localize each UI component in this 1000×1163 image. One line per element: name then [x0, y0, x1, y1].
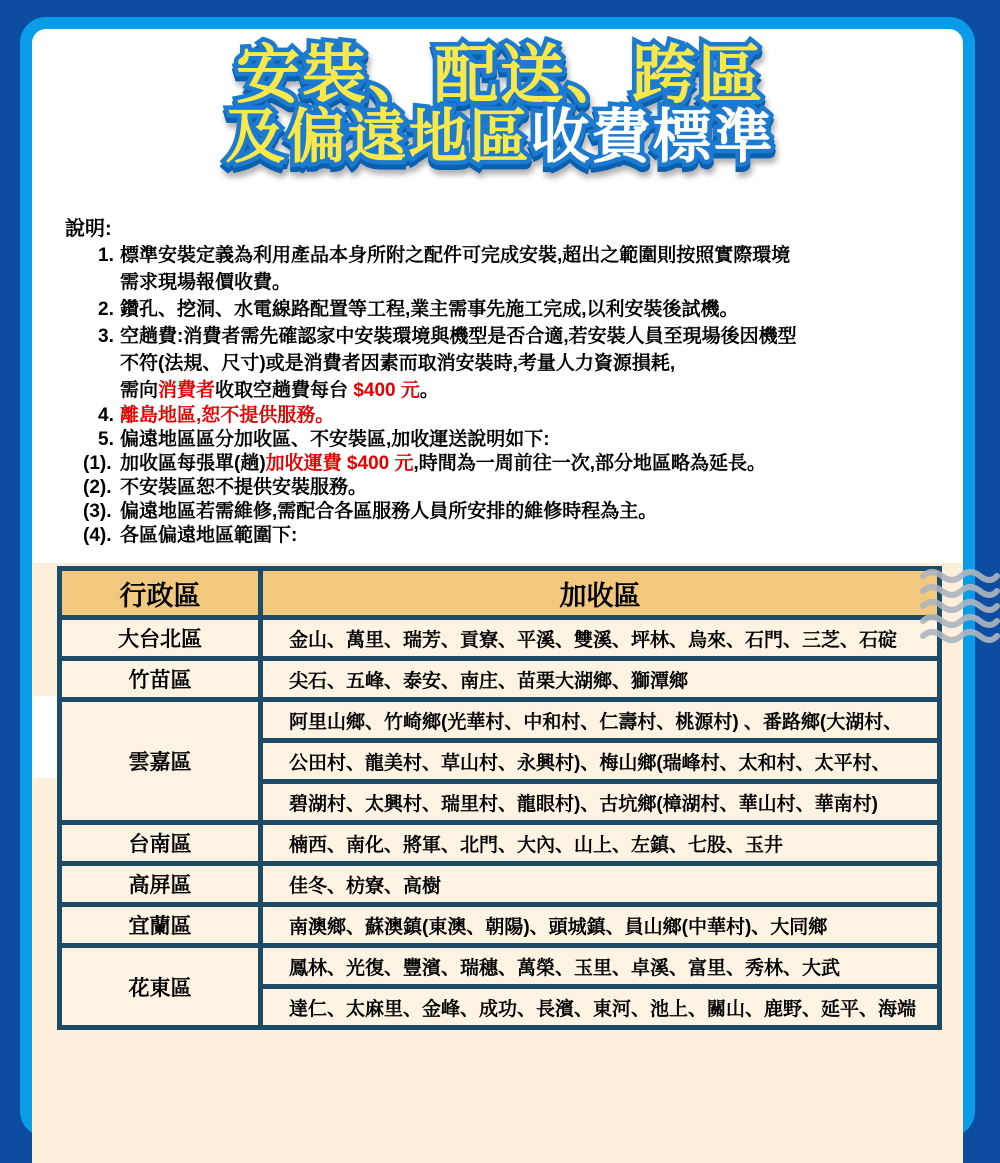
region-cell: 大台北區 [60, 618, 261, 659]
table-header-row [60, 569, 940, 618]
area-cell: 楠西、南化、將軍、北門、大內、山上、左鎮、七股、玉井 [261, 823, 940, 864]
area-cell: 尖石、五峰、泰安、南庄、苗栗大湖鄉、獅潭鄉 [261, 659, 940, 700]
table-row [60, 700, 940, 741]
note-3-line-1: 3. 空趟費:消費者需先確認家中安裝環境與機型是否合適,若安裝人員至現場後因機型 [98, 326, 797, 347]
region-cell: 高屏區 [60, 864, 261, 905]
area-cell: 達仁、太麻里、金峰、成功、長濱、東河、池上、關山、鹿野、延平、海端 [261, 987, 940, 1028]
region-cell: 花東區 [60, 946, 261, 1028]
header-surcharge-area: 加收區 [261, 569, 940, 618]
note-sub-1: (1). 加收區每張單(趟)加收運費 $400 元,時間為一周前往一次,部分地區略為延長。 [83, 453, 767, 474]
header-region: 行政區 [60, 569, 261, 618]
area-cell: 碧湖村、太興村、瑞里村、龍眼村)、古坑鄉(樟湖村、華山村、華南村) [261, 782, 940, 823]
note-sub-4: (4). 各區偏遠地區範圍下: [83, 525, 298, 546]
region-cell: 宜蘭區 [60, 905, 261, 946]
note-3-line-3: 需向消費者收取空趟費每台 $400 元。 [120, 380, 439, 401]
table-row [60, 946, 940, 987]
area-cell: 佳冬、枋寮、高樹 [261, 864, 940, 905]
note-2-line-1: 2. 鑽孔、挖洞、水電線路配置等工程,業主需事先施工完成,以利安裝後試機。 [98, 299, 739, 320]
area-cell: 公田村、龍美村、草山村、永興村)、梅山鄉(瑞峰村、太和村、太平村、 [261, 741, 940, 782]
note-5-line-1: 5. 偏遠地區區分加收區、不安裝區,加收運送說明如下: [98, 429, 550, 450]
title-line2 [0, 103, 1000, 170]
region-cell: 台南區 [60, 823, 261, 864]
region-cell: 竹苗區 [60, 659, 261, 700]
table-row [60, 823, 940, 864]
note-4-line-1: 4. 離島地區,恕不提供服務。 [98, 405, 335, 426]
waves-icon [920, 566, 1000, 652]
area-cell: 金山、萬里、瑞芳、貢寮、平溪、雙溪、坪林、烏來、石門、三芝、石碇 [261, 618, 940, 659]
table-row [60, 905, 940, 946]
note-sub-2: (2). 不安裝區恕不提供安裝服務。 [83, 477, 368, 498]
fee-table [57, 566, 942, 1030]
note-1-line-1: 1. 標準安裝定義為利用產品本身所附之配件可完成安裝,超出之範圍則按照實際環境 [98, 245, 791, 266]
title-line1-text: 安裝、配送、跨區 [236, 39, 764, 111]
note-sub-3: (3). 偏遠地區若需維修,需配合各區服務人員所安排的維修時程為主。 [83, 501, 658, 522]
notes-block-sub [65, 404, 955, 548]
notes-block-main [65, 242, 955, 404]
note-3-line-2: 不符(法規、尺寸)或是消費者因素而取消安裝時,考量人力資源損耗, [120, 353, 676, 374]
title-line2-white: 收費標準 [530, 103, 775, 170]
table-row [60, 864, 940, 905]
region-cell: 雲嘉區 [60, 700, 261, 823]
table-row [60, 659, 940, 700]
title-line1 [0, 39, 1000, 111]
page-title [0, 39, 1000, 170]
title-line2-yellow: 及偏遠地區 [225, 103, 531, 170]
note-1-line-2: 需求現場報價收費。 [120, 272, 292, 293]
area-cell: 鳳林、光復、豐濱、瑞穗、萬榮、玉里、卓溪、富里、秀林、大武 [261, 946, 940, 987]
left-white-notch [32, 696, 57, 778]
table-row [60, 618, 940, 659]
area-cell: 南澳鄉、蘇澳鎮(東澳、朝陽)、頭城鎮、員山鄉(中華村)、大同鄉 [261, 905, 940, 946]
notes-section [65, 216, 955, 548]
notes-heading: 說明: [65, 218, 112, 240]
area-cell: 阿里山鄉、竹崎鄉(光華村、中和村、仁壽村、桃源村) 、番路鄉(大湖村、 [261, 700, 940, 741]
